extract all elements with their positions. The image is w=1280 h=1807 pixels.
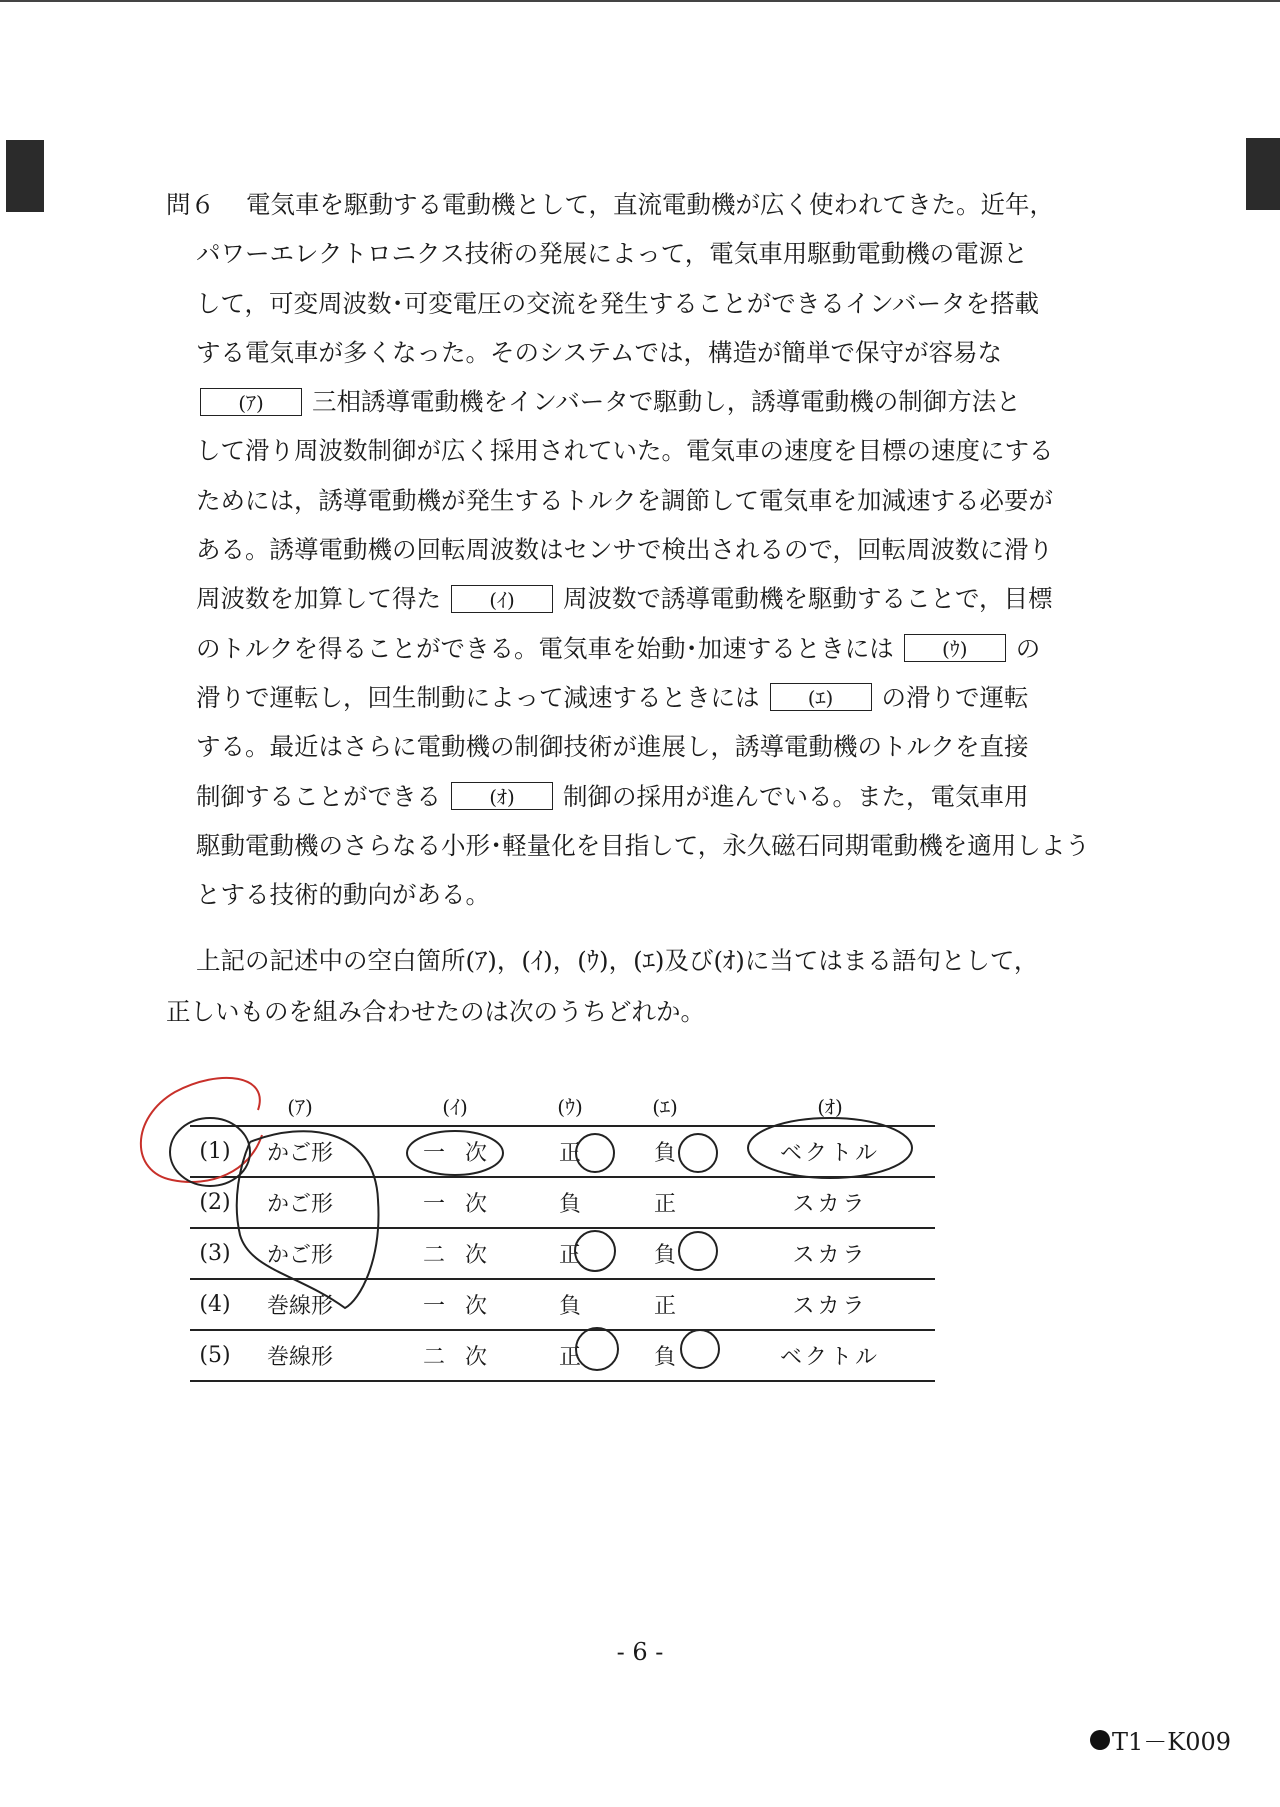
blank-o: (ｵ): [451, 782, 553, 810]
choice-cell: ベクトル: [779, 1141, 880, 1166]
blank-i: (ｲ): [451, 585, 553, 613]
question-line: 滑りで運転し，回生制動によって減速するときには (ｴ) の滑りで運転: [196, 682, 1029, 712]
column-header: (ｳ): [557, 1094, 583, 1119]
question-line: 問６ 電気車を駆動する電動機として，直流電動機が広く使われてきた。近年，: [166, 180, 1101, 229]
page-number: - 6 -: [616, 1638, 664, 1666]
table-header: [190, 1085, 935, 1125]
instruction-line: 正しいものを組み合わせたのは次のうちどれか。: [166, 997, 705, 1026]
choice-cell: 正: [558, 1141, 581, 1166]
question-line: パワーエレクトロニクス技術の発展によって，電気車用駆動電動機の電源と: [196, 239, 1028, 269]
choice-cell: 巻線形: [266, 1294, 333, 1319]
choice-cell: 一次: [422, 1192, 507, 1217]
choice-cell: 巻線形: [266, 1345, 333, 1370]
registration-mark-left: [6, 140, 44, 212]
choice-cell: 負: [558, 1192, 581, 1217]
choice-cell: かご形: [266, 1192, 333, 1217]
question-line: して，可変周波数･可変電圧の交流を発生することができるインバータを搭載: [196, 288, 1040, 318]
question-6: [166, 180, 1101, 919]
choice-label: (2): [199, 1190, 231, 1215]
choice-cell: 負: [558, 1294, 581, 1319]
choice-cell: かご形: [266, 1141, 333, 1166]
question-line: する。最近はさらに電動機の制御技術が進展し，誘導電動機のトルクを直接: [196, 732, 1029, 762]
question-number: 問６: [166, 190, 215, 219]
choice-cell: 二次: [422, 1345, 507, 1370]
blank-e: (ｴ): [770, 683, 872, 711]
choice-cell: 一次: [422, 1141, 507, 1166]
column-header: (ｵ): [817, 1094, 843, 1119]
choice-row[interactable]: [190, 1278, 935, 1329]
choice-cell: スカラ: [792, 1192, 868, 1217]
choice-cell: 負: [653, 1345, 676, 1370]
instruction-line: 上記の記述中の空白箇所(ｱ)，(ｲ)，(ｳ)，(ｴ)及び(ｵ)に当てはまる語句として，: [196, 946, 1039, 975]
choice-cell: 負: [653, 1141, 676, 1166]
column-header: (ｲ): [442, 1094, 468, 1119]
question-line: 駆動電動機のさらなる小形･軽量化を目指して，永久磁石同期電動機を適用しよう: [196, 830, 1090, 860]
instruction: [166, 935, 1096, 1037]
choice-cell: 負: [653, 1243, 676, 1268]
blank-u: (ｳ): [904, 634, 1006, 662]
choice-cell: 正: [653, 1192, 676, 1217]
choice-cell: 正: [558, 1345, 581, 1370]
question-line: する電気車が多くなった。そのシステムでは，構造が簡単で保守が容易な: [196, 337, 1003, 367]
choice-cell: 一次: [422, 1294, 507, 1319]
question-line: (ｱ) 三相誘導電動機をインバータで駆動し，誘導電動機の制御方法と: [166, 377, 1101, 426]
column-header: (ｴ): [652, 1094, 678, 1119]
choice-label: (3): [199, 1241, 231, 1266]
choice-row[interactable]: [190, 1176, 935, 1227]
question-line: して滑り周波数制御が広く採用されていた。電気車の速度を目標の速度にする: [196, 436, 1054, 466]
document-code: T1－K009: [1090, 1722, 1231, 1757]
choice-cell: かご形: [266, 1243, 333, 1268]
question-line: のトルクを得ることができる。電気車を始動･加速するときには (ｳ) の: [196, 633, 1041, 663]
blank-a: (ｱ): [200, 388, 302, 416]
column-header: (ｱ): [287, 1094, 313, 1119]
choice-cell: 正: [653, 1294, 676, 1319]
choice-row[interactable]: [190, 1227, 935, 1278]
question-line: ある。誘導電動機の回転周波数はセンサで検出されるので，回転周波数に滑り: [196, 535, 1054, 565]
choice-cell: ベクトル: [779, 1345, 880, 1370]
page-top-edge: [0, 0, 1280, 2]
choice-cell: 二次: [422, 1243, 507, 1268]
choice-cell: スカラ: [792, 1243, 868, 1268]
question-line: 周波数を加算して得た (ｲ) 周波数で誘導電動機を駆動することで，目標: [196, 584, 1053, 614]
question-line: ためには，誘導電動機が発生するトルクを調節して電気車を加減速する必要が: [196, 485, 1054, 515]
registration-mark-right: [1246, 138, 1280, 210]
choice-label: (4): [199, 1292, 231, 1317]
choice-label: (5): [199, 1343, 231, 1368]
choice-label: (1): [199, 1139, 231, 1164]
question-line: 制御することができる (ｵ) 制御の採用が進んでいる。また，電気車用: [196, 781, 1029, 811]
choice-row[interactable]: [190, 1329, 935, 1382]
bullet-dot-icon: [1090, 1730, 1110, 1750]
choice-row[interactable]: [190, 1125, 935, 1176]
question-line: とする技術的動向がある。: [196, 880, 490, 910]
choice-cell: 正: [558, 1243, 581, 1268]
answer-choices-table: [190, 1085, 935, 1382]
choice-cell: スカラ: [792, 1294, 868, 1319]
